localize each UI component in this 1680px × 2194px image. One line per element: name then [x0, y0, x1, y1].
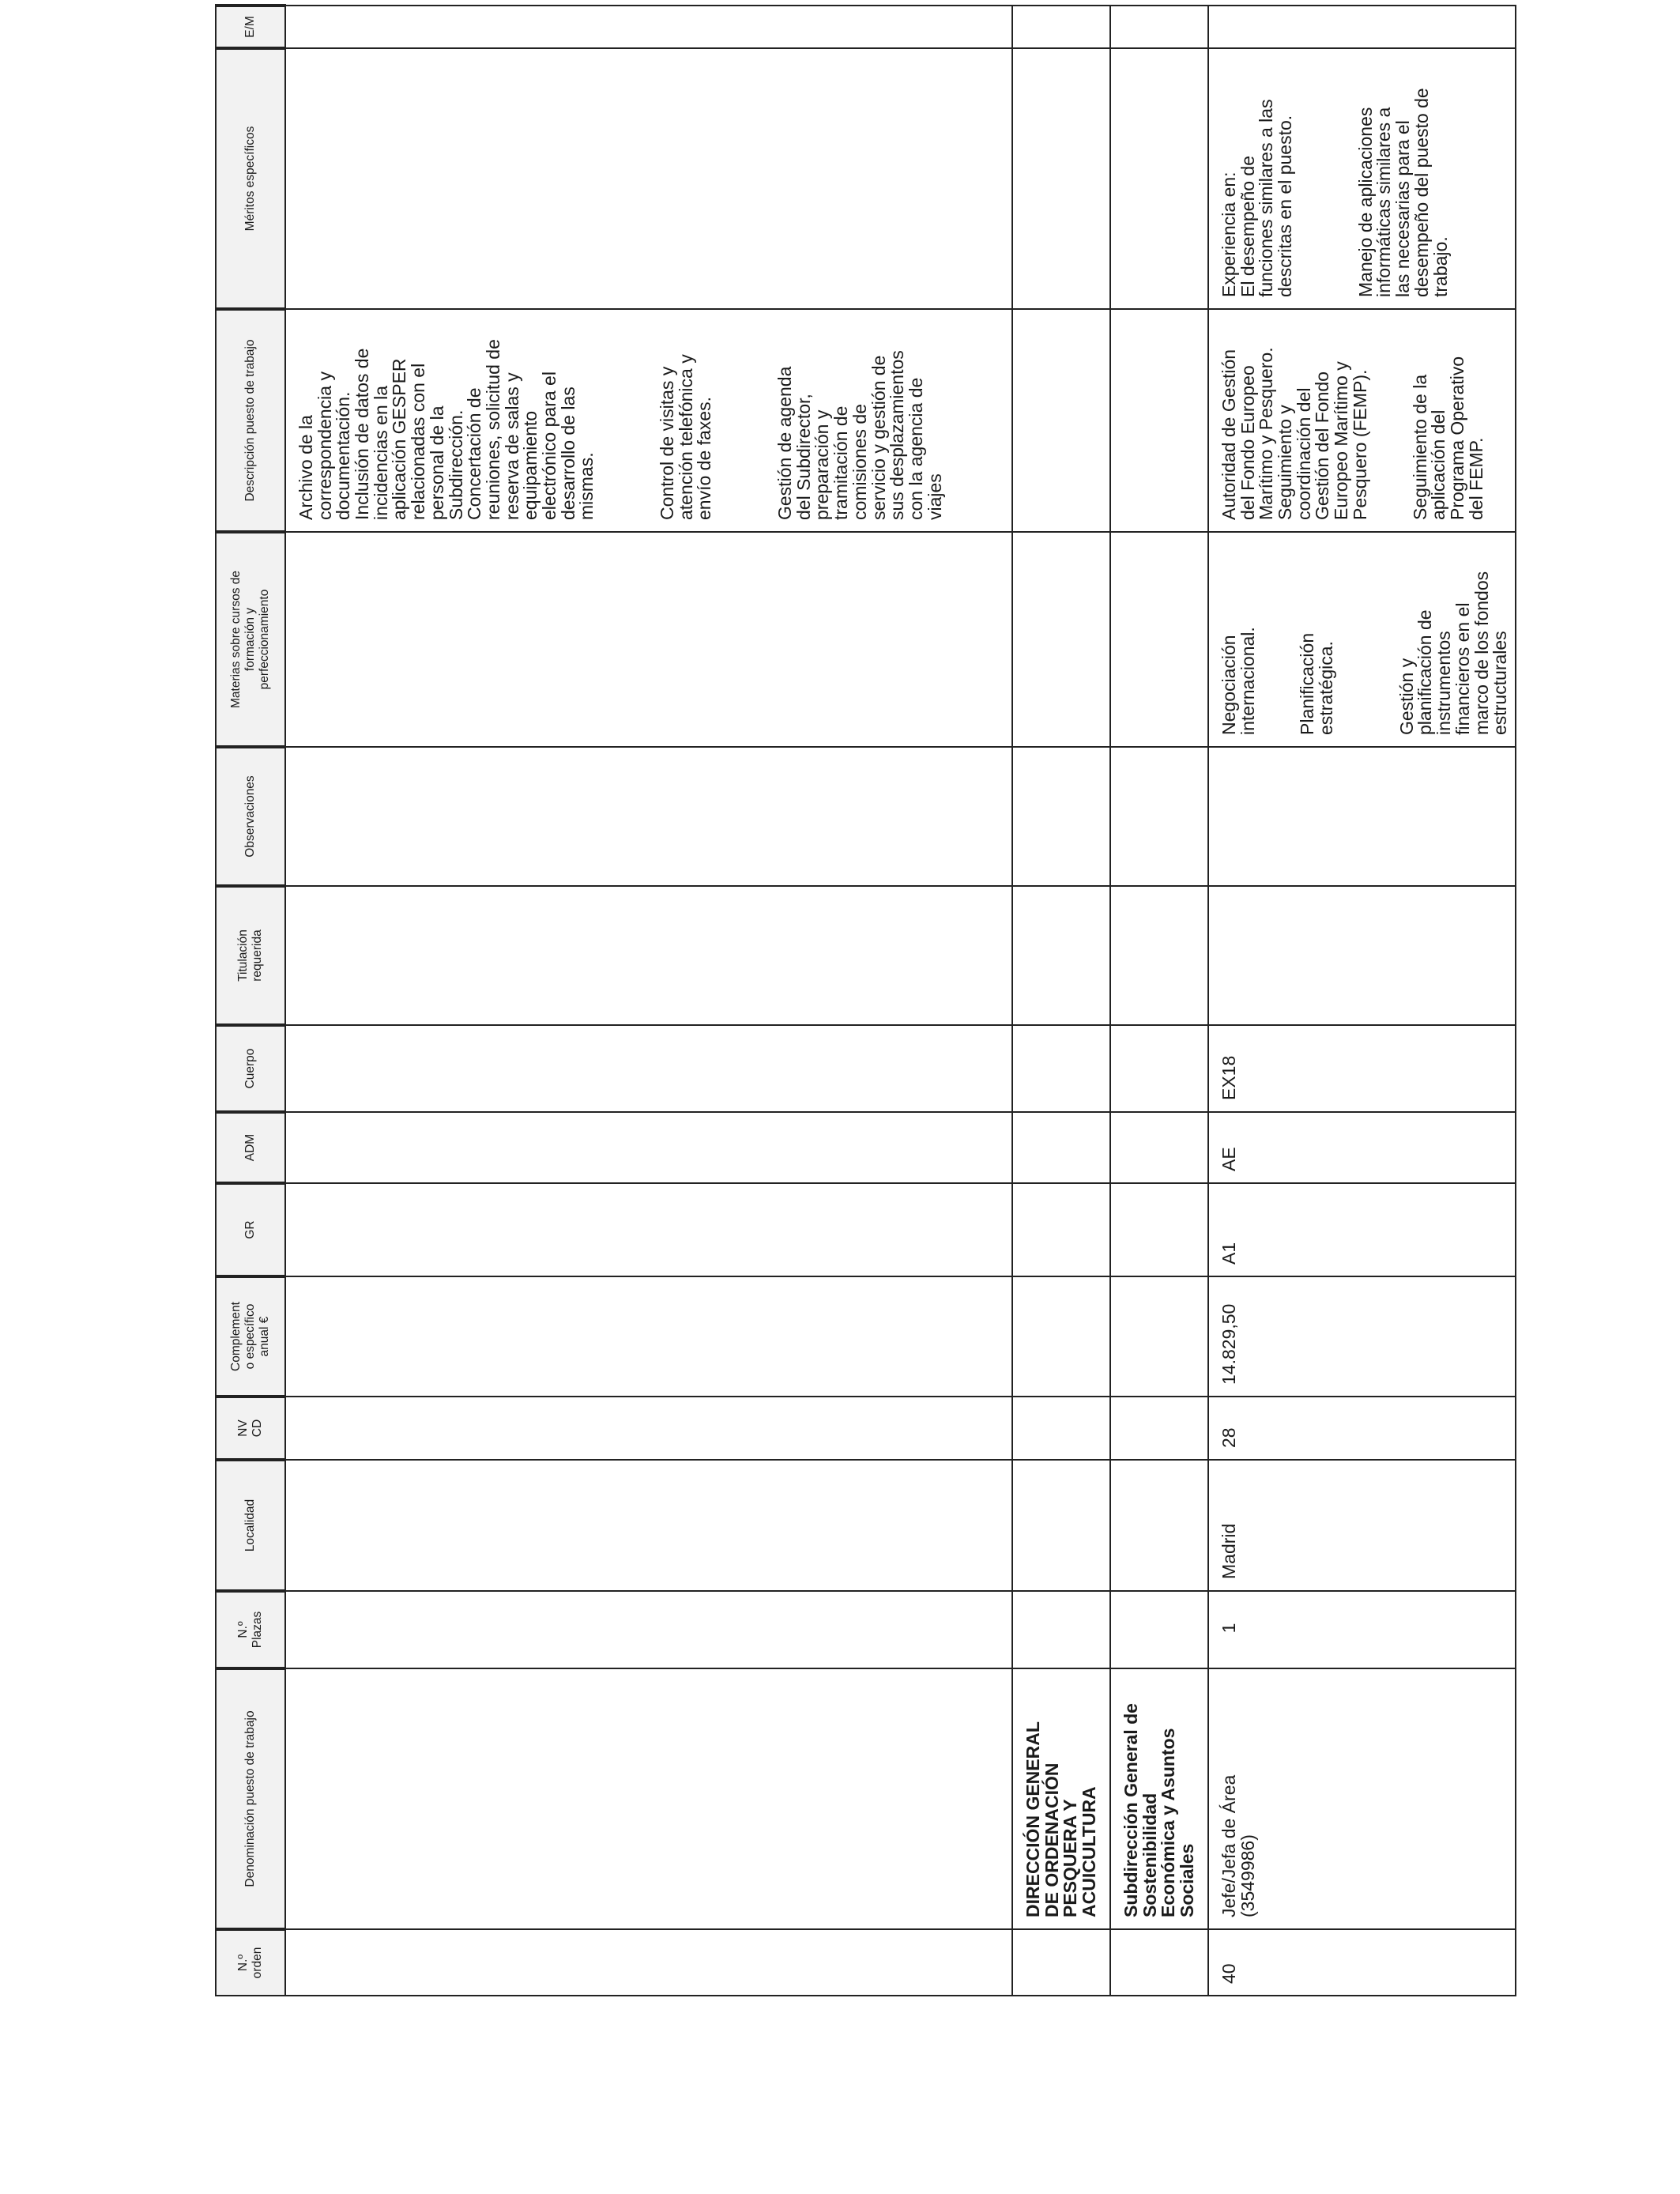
cell-titulacion: [1012, 886, 1110, 1025]
cell-meritos: [1110, 48, 1208, 309]
table-row-direccion-general: [1012, 6, 1110, 1996]
header-descripcion: Descripción puesto de trabajo: [216, 309, 285, 532]
cell-materias: Negociación internacional. Planificación estratégica. Gestión y planificación de instrumentos financieros en el marco de los fondos estructurales: [1208, 532, 1516, 747]
cell-em: [1012, 6, 1110, 48]
cell-complemento: [1012, 1276, 1110, 1397]
table-row-continuation: [285, 6, 1012, 1996]
cell-n-orden: 40: [1208, 1929, 1516, 1996]
header-complemento: Complement o específico anual €: [216, 1276, 285, 1397]
cell-complemento: [1110, 1276, 1208, 1397]
cell-cuerpo: [1012, 1025, 1110, 1112]
cell-titulacion: [1208, 886, 1516, 1025]
cell-descripcion: [1012, 309, 1110, 532]
header-em: E/M: [216, 6, 285, 48]
header-titulacion: Titulación requerida: [216, 886, 285, 1025]
header-localidad: Localidad: [216, 1460, 285, 1591]
cell-em: [285, 6, 1012, 48]
cell-em: [1110, 6, 1208, 48]
cell-nv-cd: [1012, 1397, 1110, 1460]
cell-titulacion: [1110, 886, 1208, 1025]
cell-n-plazas: [285, 1591, 1012, 1668]
cell-observaciones: [285, 747, 1012, 886]
cell-observaciones: [1208, 747, 1516, 886]
cell-cuerpo: [285, 1025, 1012, 1112]
cell-meritos: [285, 48, 1012, 309]
cell-denominacion: [285, 1668, 1012, 1929]
cell-adm: AE: [1208, 1112, 1516, 1183]
cell-meritos: Experiencia en: El desempeño de funciones similares a las descritas en el puesto. Manejo de aplicaciones informáticas similares a las necesarias para el desempeño del puesto de trabajo.: [1208, 48, 1516, 309]
cell-titulacion: [285, 886, 1012, 1025]
cell-gr: [1012, 1183, 1110, 1276]
cell-denominacion: Jefe/Jefa de Área (3549986): [1208, 1668, 1516, 1929]
cell-gr: [1110, 1183, 1208, 1276]
cell-localidad: Madrid: [1208, 1460, 1516, 1591]
subdireccion-title: Subdirección General de Sostenibilidad Económica y Asuntos Sociales: [1110, 1668, 1208, 1929]
cell-observaciones: [1110, 747, 1208, 886]
cell-complemento: 14.829,50: [1208, 1276, 1516, 1397]
cell-localidad: [1110, 1460, 1208, 1591]
cell-meritos: [1012, 48, 1110, 309]
cell-nv-cd: [285, 1397, 1012, 1460]
header-meritos: Méritos específicos: [216, 48, 285, 309]
cell-descripcion: Archivo de la correspondencia y documentación. Inclusión de datos de incidencias en la aplicación GESPER relacionadas con el personal de la Subdirección. Concertación de reuniones, solicitud de reserva de salas y equipamiento electrónico para el desarrollo de las mismas. Control de visitas y atención telefónica y envío de faxes. Gestión de agenda del Subdirector, preparación y tramitación de comisiones de servicio y gestión de sus desplazamientos con la agencia de viajes: [285, 309, 1012, 532]
cell-nv-cd: 28: [1208, 1397, 1516, 1460]
job-positions-table: [215, 4, 1516, 1996]
cell-adm: [1110, 1112, 1208, 1183]
cell-complemento: [285, 1276, 1012, 1397]
cell-cuerpo: EX18: [1208, 1025, 1516, 1112]
cell-descripcion: [1110, 309, 1208, 532]
cell-n-orden: [285, 1929, 1012, 1996]
cell-localidad: [1012, 1460, 1110, 1591]
cell-materias: [1012, 532, 1110, 747]
table-row-position-40: [1208, 6, 1516, 1996]
rotated-page: [215, 6, 1511, 1996]
header-nv-cd: NV CD: [216, 1397, 285, 1460]
cell-materias: [285, 532, 1012, 747]
header-n-plazas: N.º Plazas: [216, 1591, 285, 1668]
cell-localidad: [285, 1460, 1012, 1591]
cell-nv-cd: [1110, 1397, 1208, 1460]
header-cuerpo: Cuerpo: [216, 1025, 285, 1112]
cell-gr: A1: [1208, 1183, 1516, 1276]
header-row: [216, 6, 285, 1996]
direccion-general-title: DIRECCIÓN GENERAL DE ORDENACIÓN PESQUERA Y ACUICULTURA: [1012, 1668, 1110, 1929]
header-gr: GR: [216, 1183, 285, 1276]
cell-em: [1208, 6, 1516, 48]
header-observaciones: Observaciones: [216, 747, 285, 886]
cell-observaciones: [1012, 747, 1110, 886]
cell-adm: [285, 1112, 1012, 1183]
table-row-subdireccion: [1110, 6, 1208, 1996]
cell-gr: [285, 1183, 1012, 1276]
header-denominacion: Denominación puesto de trabajo: [216, 1668, 285, 1929]
cell-adm: [1012, 1112, 1110, 1183]
cell-n-plazas: [1110, 1591, 1208, 1668]
cell-n-plazas: [1012, 1591, 1110, 1668]
header-materias: Materias sobre cursos de formación y perfeccionamiento: [216, 532, 285, 747]
cell-descripcion: Autoridad de Gestión del Fondo Europeo Marítimo y Pesquero. Seguimiento y coordinación del Gestión del Fondo Europeo Marítimo y Pesquero (FEMP). Seguimiento de la aplicación del Programa Operativo del FEMP.: [1208, 309, 1516, 532]
cell-materias: [1110, 532, 1208, 747]
header-adm: ADM: [216, 1112, 285, 1183]
header-n-orden: N.º orden: [216, 1929, 285, 1996]
cell-n-plazas: 1: [1208, 1591, 1516, 1668]
cell-n-orden: [1110, 1929, 1208, 1996]
cell-cuerpo: [1110, 1025, 1208, 1112]
cell-n-orden: [1012, 1929, 1110, 1996]
